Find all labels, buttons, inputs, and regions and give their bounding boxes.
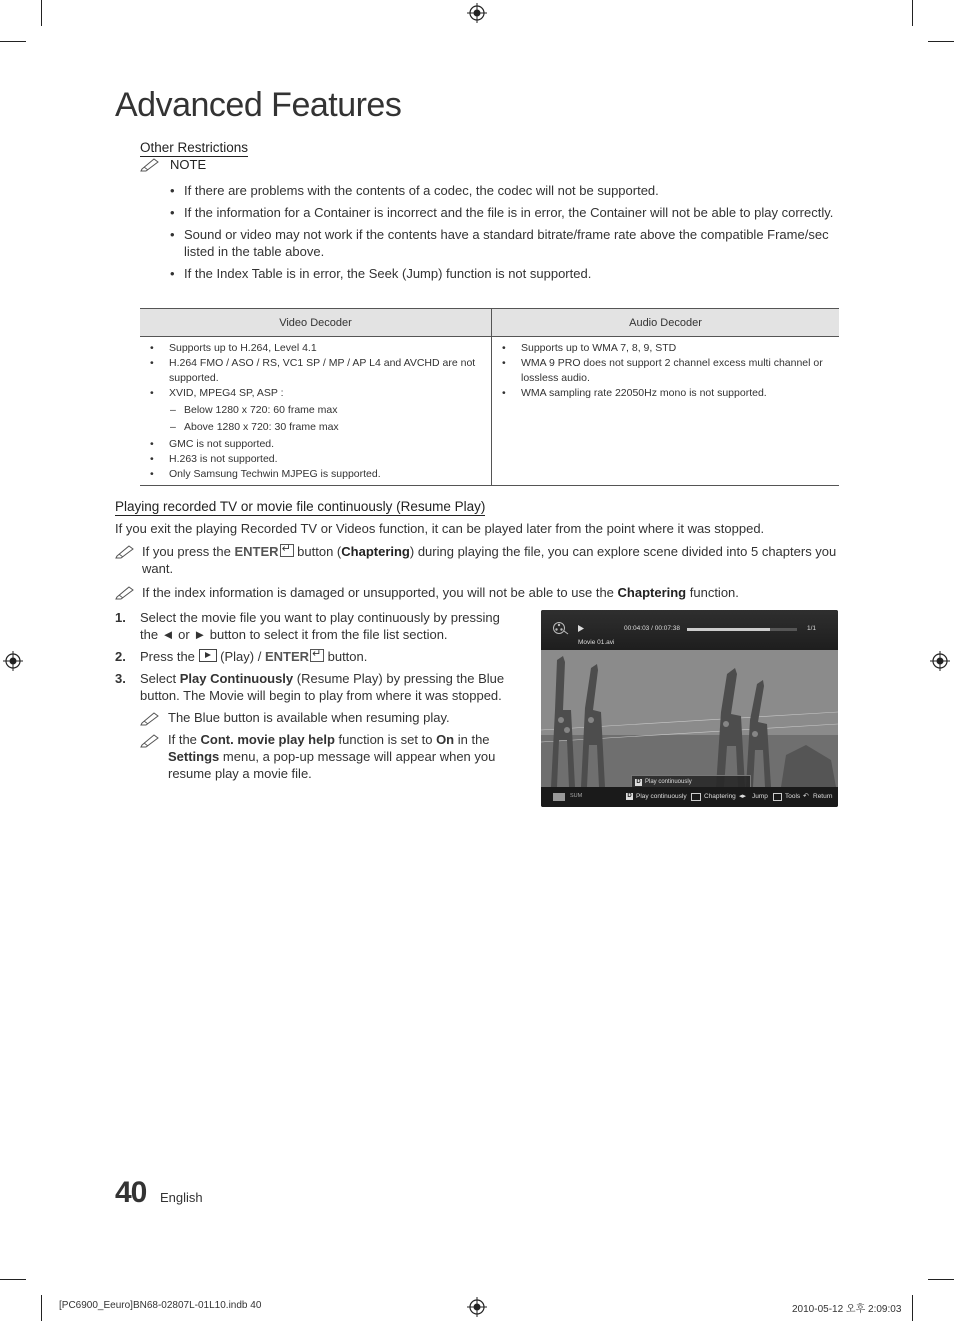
enter-key-label: ENTER — [234, 544, 279, 559]
table-list-item: • Supports up to H.264, Level 4.1 — [148, 341, 485, 356]
step-text: Select the movie file you want to play continuously by pressing the ◄ or ► button to select it from the file list section. — [140, 610, 500, 642]
subnote-text: The Blue button is available when resuming play. — [168, 710, 450, 725]
resume-note-index — [115, 584, 840, 601]
crop-mark — [0, 41, 26, 42]
registration-mark-icon — [3, 651, 23, 671]
left-right-arrows-icon: ◂▸ — [739, 793, 747, 800]
registration-mark-icon — [467, 1297, 487, 1317]
section-heading-other-restrictions: Other Restrictions — [140, 140, 249, 155]
table-list-item: • H.263 is not supported. — [148, 452, 485, 467]
tv-progress-fill — [687, 628, 770, 631]
subnote-bold-text: Cont. movie play help — [200, 732, 335, 747]
step-subnote — [140, 709, 510, 726]
tv-screenshot — [541, 610, 838, 807]
thumbnail-icon — [553, 793, 565, 801]
note-bullet-list — [170, 182, 840, 287]
step-text: (Resume Play) by pressing the Blue button. The Movie will begin to play from where it was stopped. — [140, 671, 505, 703]
play-icon — [578, 625, 584, 632]
play-button-icon — [199, 649, 217, 662]
note-text: If you press the — [142, 544, 235, 559]
codec-table — [140, 308, 839, 486]
crop-mark — [41, 0, 42, 26]
note-text: button ( — [293, 544, 342, 559]
step-text: (Play) / — [216, 649, 265, 664]
note-pencil-icon — [115, 584, 137, 600]
table-header-video: Video Decoder — [140, 309, 492, 337]
note-text: If the index information is damaged or unsupported, you will not be able to use the — [142, 585, 618, 600]
note-label: NOTE — [170, 156, 207, 172]
blue-d-key-icon: D — [627, 793, 632, 799]
table-header-audio: Audio Decoder — [492, 309, 840, 337]
section-heading-resume-play: Playing recorded TV or movie file continuously (Resume Play) — [115, 499, 486, 514]
tv-progress-bar — [687, 628, 797, 631]
subnote-text: function is set to — [334, 732, 437, 747]
tv-popup-message — [631, 775, 751, 787]
popup-title: Play continuously — [645, 779, 692, 785]
crop-mark — [0, 1279, 26, 1280]
table-list-item: • H.264 FMO / ASO / RS, VC1 SP / MP / AP L4 and AVCHD are not supported. — [148, 356, 485, 386]
step-bold-text: Play Continuously — [179, 671, 294, 686]
step-text: Select — [140, 671, 180, 686]
giraffe-photo — [541, 650, 838, 787]
subnote-bold-text: Settings — [168, 749, 220, 764]
note-pencil-icon — [140, 732, 162, 748]
steps-list — [115, 609, 510, 787]
note-text: ) during playing the file, you can explore scene divided into 5 chapters you want. — [142, 544, 837, 576]
step-text: Press the — [140, 649, 199, 664]
blue-d-key-icon: D — [636, 779, 641, 785]
video-decoder-cell — [140, 337, 492, 486]
crop-mark — [912, 1295, 913, 1321]
enter-key-label: ENTER — [264, 649, 309, 664]
table-list-item: • Only Samsung Techwin MJPEG is supported. — [148, 467, 485, 482]
tv-control-tools: Tools — [785, 793, 801, 800]
list-item: • If there are problems with the contents of a codec, the codec will not be supported. — [170, 182, 840, 199]
step-number: 3. — [115, 671, 126, 686]
tv-control-chaptering: Chaptering — [704, 793, 736, 800]
tv-control-jump: Jump — [752, 793, 768, 800]
subnote-text: menu, a pop-up message will appear when you resume play a movie file. — [168, 749, 496, 781]
giraffe-scene-image — [541, 650, 838, 787]
note-bold-text: Chaptering — [617, 585, 687, 600]
resume-intro: If you exit the playing Recorded TV or Videos function, it can be played later from the point where it was stopped. — [115, 521, 765, 536]
step-number: 1. — [115, 610, 126, 625]
table-list-item: • Supports up to WMA 7, 8, 9, STD — [500, 341, 833, 356]
enter-icon — [310, 649, 324, 662]
note-pencil-icon — [115, 543, 137, 559]
table-list-item: • XVID, MPEG4 SP, ASP : — [148, 386, 485, 401]
step-text: button. — [324, 649, 368, 664]
step-number: 2. — [115, 649, 126, 664]
registration-mark-icon — [467, 3, 487, 23]
resume-note-chaptering — [115, 543, 840, 577]
list-item: • If the Index Table is in error, the Seek (Jump) function is not supported. — [170, 265, 840, 282]
tools-icon — [773, 793, 782, 801]
page-title: Advanced Features — [115, 86, 402, 124]
audio-decoder-cell — [492, 337, 840, 486]
crop-mark — [928, 1279, 954, 1280]
print-file-info: [PC6900_Eeuro]BN68-02807L-01L10.indb 40 — [59, 1300, 262, 1311]
tv-page-indicator: 1/1 — [807, 625, 817, 632]
step-subnote — [140, 731, 510, 782]
return-icon: ↶ — [803, 793, 809, 800]
note-bold-text: Chaptering — [341, 544, 410, 559]
film-reel-icon — [553, 621, 569, 635]
step-item — [115, 609, 510, 643]
step-item — [115, 648, 510, 665]
table-list-item: • GMC is not supported. — [148, 437, 485, 452]
print-date-info: 2010-05-12 오후 2:09:03 — [792, 1304, 902, 1315]
crop-mark — [912, 0, 913, 26]
note-text: function. — [686, 585, 739, 600]
tv-info-bar — [541, 610, 838, 650]
tv-control-bar — [541, 787, 838, 807]
subnote-bold-text: On — [436, 732, 455, 747]
tv-control-play-continuously: Play continuously — [636, 793, 687, 800]
footer-language: English — [160, 1190, 203, 1205]
page-number: 40 — [115, 1176, 147, 1209]
enter-icon — [691, 793, 701, 801]
tv-filename: Movie 01.avi — [578, 639, 615, 646]
registration-mark-icon — [930, 651, 950, 671]
enter-icon — [280, 544, 294, 557]
note-pencil-icon — [140, 156, 162, 172]
note-header — [140, 156, 206, 172]
table-list-item: • WMA 9 PRO does not support 2 channel excess multi channel or lossless audio. — [500, 356, 833, 386]
tv-control-return: Return — [813, 793, 833, 800]
table-list-item: • WMA sampling rate 22050Hz mono is not supported. — [500, 386, 833, 401]
crop-mark — [41, 1295, 42, 1321]
note-pencil-icon — [140, 710, 162, 726]
tv-time-readout: 00:04:03 / 00:07:38 — [624, 625, 681, 632]
list-item: • If the information for a Container is incorrect and the file is in error, the Container will not be able to play correctly. — [170, 204, 840, 221]
list-item: • Sound or video may not work if the contents have a standard bitrate/frame rate above the compatible Frame/sec listed in the table above. — [170, 226, 840, 260]
subnote-text: in the — [454, 732, 490, 747]
step-item — [115, 670, 510, 704]
tv-sum-label: SUM — [570, 793, 583, 799]
subnote-text: If the — [168, 732, 201, 747]
crop-mark — [928, 41, 954, 42]
table-sub-item: – Below 1280 x 720: 60 frame max — [148, 403, 485, 418]
table-sub-item: – Above 1280 x 720: 30 frame max — [148, 420, 485, 435]
